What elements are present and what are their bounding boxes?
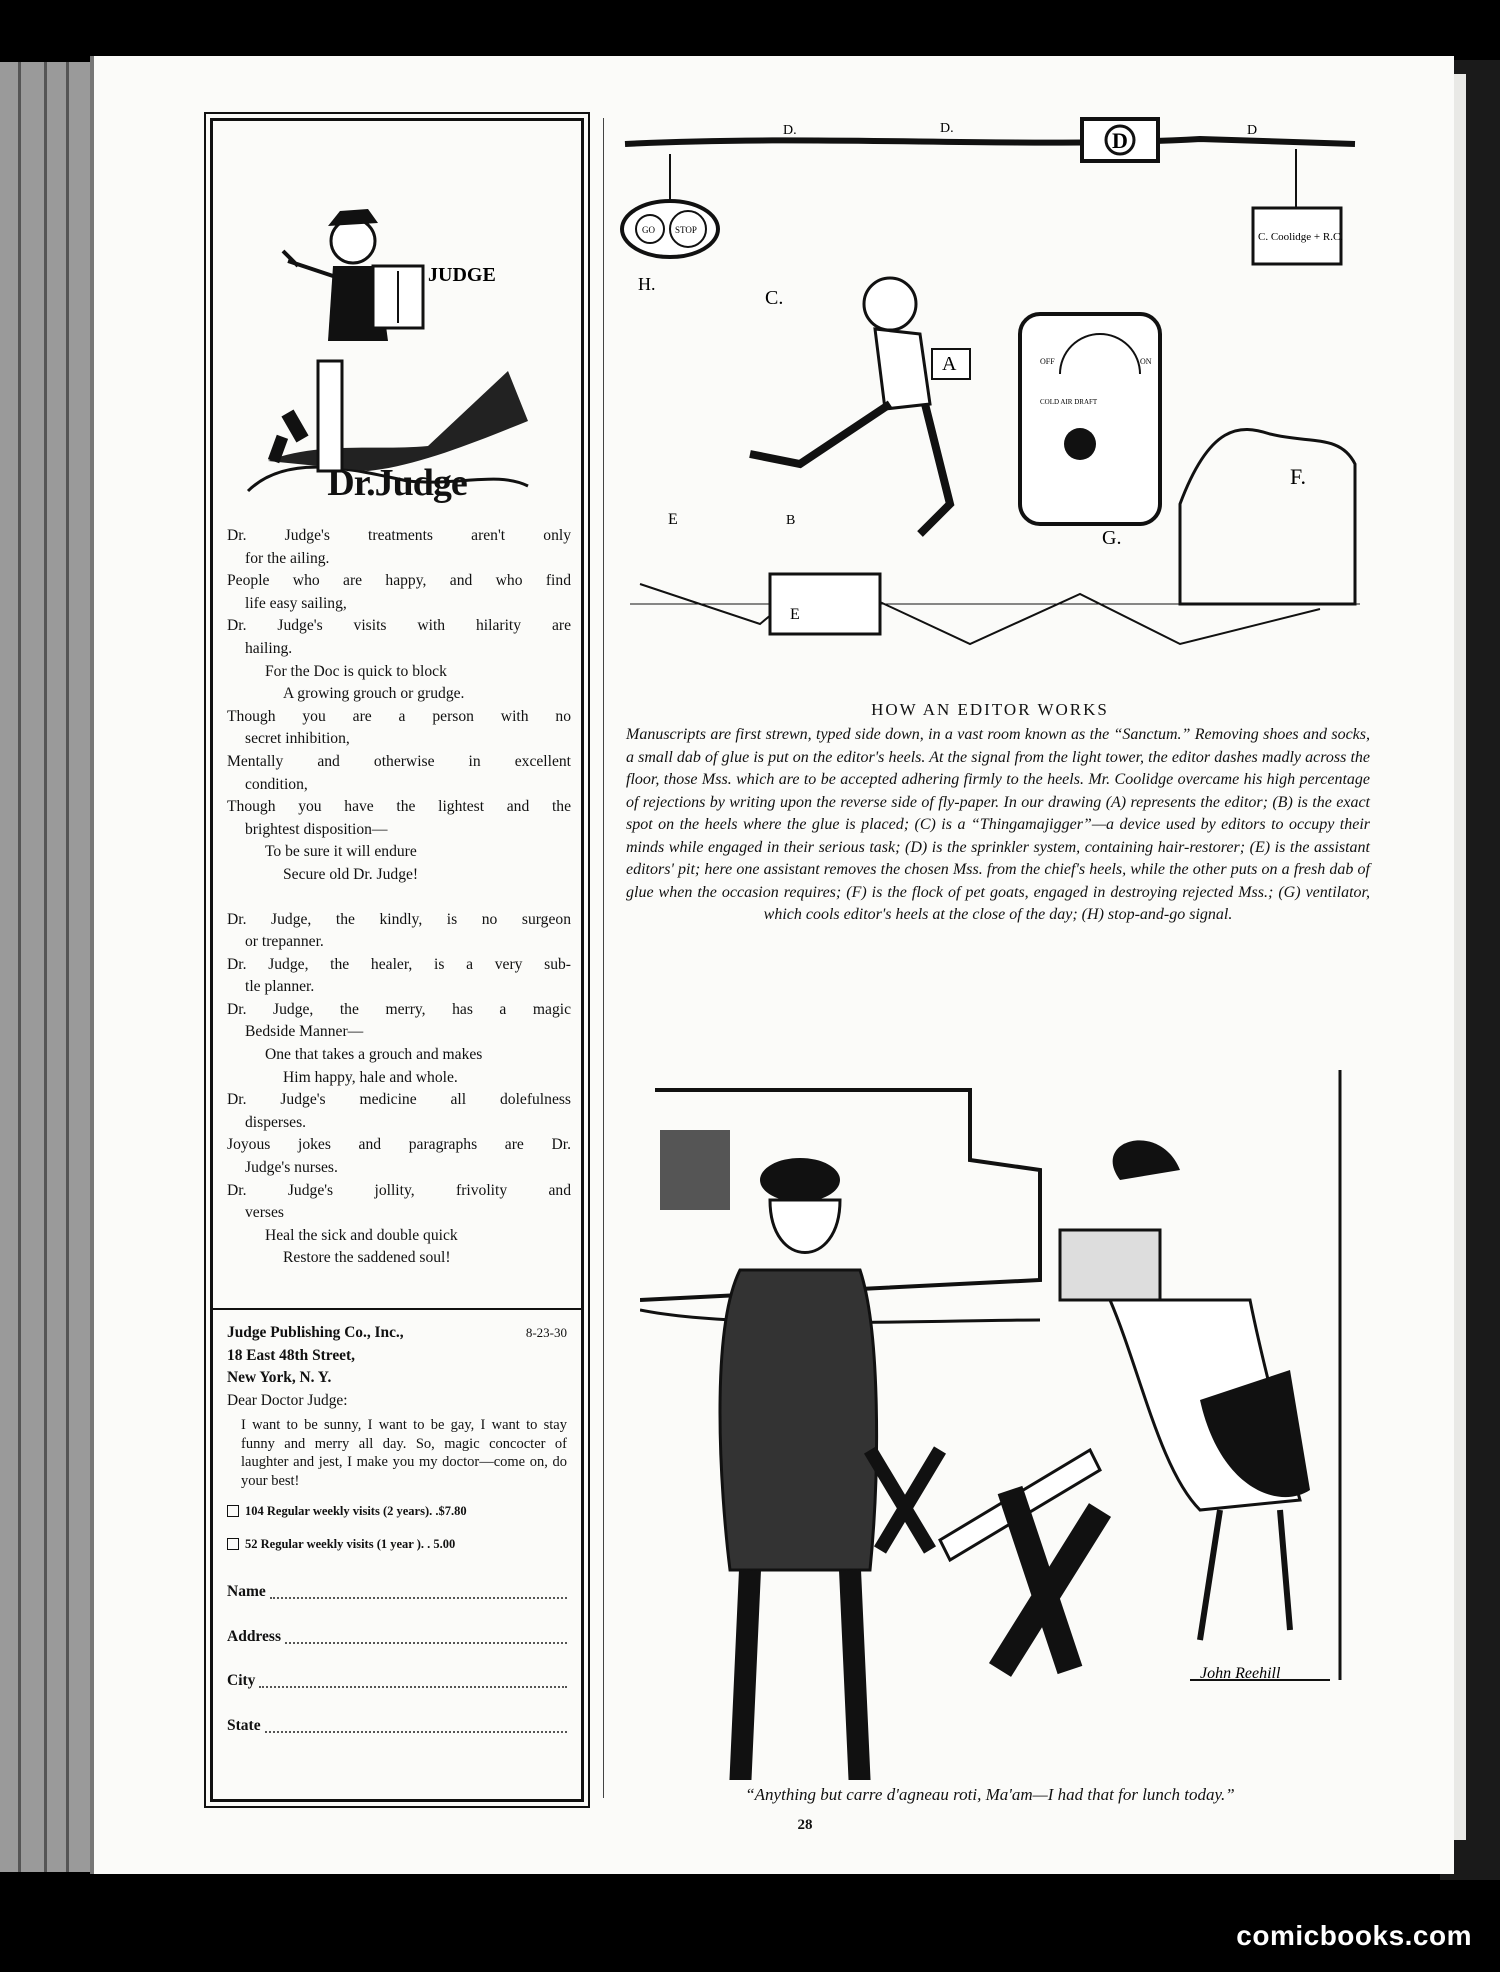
poem-line: disperses. (245, 1113, 307, 1131)
option-label: 52 Regular weekly visits (1 year ). . 5.00 (245, 1536, 456, 1551)
page-number: 28 (797, 1817, 813, 1833)
poem-line: Dr. Judge's visits with hilarity are (227, 617, 571, 635)
checkbox[interactable] (227, 1505, 239, 1517)
poem-line: Him happy, hale and whole. (283, 1068, 458, 1086)
field-label: Address (227, 1627, 281, 1645)
gauge-on: ON (1140, 357, 1152, 366)
label-f: F. (1290, 464, 1306, 489)
dr-judge-ad (210, 118, 584, 1802)
label-b: B (786, 513, 796, 528)
coolidge-sign: C. Coolidge + R.C. (1258, 231, 1344, 243)
poem-line: Dr. Judge, the kindly, is no surgeon (227, 910, 571, 928)
poem-line: Restore the saddened soul! (283, 1249, 451, 1267)
pipe-label: D. (783, 123, 797, 138)
artist-signature: John Reehill (1200, 1665, 1281, 1682)
poem-line: brightest disposition— (245, 820, 388, 838)
option-label: 104 Regular weekly visits (2 years). .$7.80 (245, 1504, 467, 1518)
coupon-address (227, 1322, 567, 1390)
coupon-date: 8-23-30 (525, 1325, 567, 1340)
city-field[interactable] (227, 1670, 567, 1693)
poem-line: Bedside Manner— (245, 1023, 364, 1041)
field-line (285, 1626, 567, 1644)
option-2-years[interactable] (227, 1500, 567, 1523)
ad-title: Dr.Judge (327, 462, 467, 504)
stanza-break (227, 887, 571, 909)
column-divider (603, 118, 604, 1798)
signal-go: GO (642, 225, 655, 235)
label-e: E (790, 606, 800, 623)
label-c: C. (765, 287, 784, 309)
label-h: H. (638, 274, 656, 294)
poem-line: A growing grouch or grudge. (283, 685, 465, 703)
poem-line: Joyous jokes and paragraphs are Dr. (227, 1136, 571, 1154)
poem-line: Though you have the lightest and the (227, 798, 571, 816)
poem-line: People who are happy, and who find (227, 572, 571, 590)
poem-line: Dr. Judge's treatments aren't only (227, 527, 571, 544)
label-e: E (668, 511, 678, 528)
poem-line: or trepanner. (245, 933, 324, 951)
lunch-cartoon-caption: “Anything but carre d'agneau roti, Ma'am—I had that for lunch today.” (745, 1785, 1235, 1804)
poem-line: Dr. Judge's jollity, frivolity and (227, 1181, 571, 1199)
site-watermark: comicbooks.com (1236, 1920, 1472, 1951)
poem-line: Heal the sick and double quick (265, 1226, 458, 1244)
poem-line: tle planner. (245, 978, 315, 996)
poem-line: Secure old Dr. Judge! (283, 865, 419, 883)
poem-line: Though you are a person with no (227, 707, 571, 725)
poem-line: Dr. Judge, the merry, has a magic (227, 1000, 571, 1018)
name-field[interactable] (227, 1581, 567, 1604)
editor-cartoon-caption: Manuscripts are first strewn, typed side down, in a vast room known as the “Sanctum.” Removing shoes and socks, a small dab of glue is put on the editor's heels. At the signal from the light tower, the editor dashes madly across the floor, those Mss. which are to be accepted adhering firmly to the heels. Mr. Coolidge overcame his high percentage of rejections by writing upon the reverse side of fly-paper. In our drawing (A) represents the editor; (B) is the exact spot on the heels where the glue is placed; (C) is a “Thingamajigger”—a device used by editors to occupy their minds while engaged in their serious task; (D) is the sprinkler system, containing hair-restorer; (E) is the assistant editors' pit; here one assistant removes the chosen Mss. from the chief's heels, while the other puts on a fresh dab of glue when the occasion requires; (F) is the flock of pet goats, engaged in destroying rejected Mss.; (G) ventilator, which cools editor's heels at the close of the day; (H) stop-and-go signal. (626, 726, 1370, 923)
state-field[interactable] (227, 1715, 567, 1738)
poem-line: Judge's nurses. (245, 1159, 338, 1177)
book-left-edge (0, 62, 100, 1872)
address-field[interactable] (227, 1626, 567, 1649)
field-label: State (227, 1716, 261, 1734)
editor-cartoon (620, 104, 1360, 684)
poem-line: To be sure it will endure (265, 843, 417, 861)
poem-line: One that takes a grouch and makes (265, 1046, 483, 1064)
field-label: City (227, 1672, 256, 1689)
poem-line: verses (245, 1204, 284, 1222)
poem-line: for the ailing. (245, 549, 330, 567)
field-label: Name (227, 1583, 266, 1600)
ad-poem (227, 525, 571, 1270)
plaque-letter: D (1112, 128, 1128, 153)
field-line (259, 1670, 567, 1688)
address-line: New York, N. Y. (227, 1369, 332, 1386)
coupon-letter: I want to be sunny, I want to be gay, I want to stay funny and merry all day. So, magic concocter of laughter and jest, I make you my doctor—come on, do your best! (241, 1417, 567, 1489)
field-line (265, 1715, 567, 1733)
poem-line: Dr. Judge's medicine all dolefulness (227, 1091, 571, 1109)
cartoon-headline: HOW AN EDITOR WORKS (871, 700, 1109, 719)
option-1-year[interactable] (227, 1533, 567, 1556)
judge-banner-text: JUDGE (428, 264, 496, 286)
label-a: A (942, 353, 957, 375)
lunch-cartoon (640, 1070, 1360, 1780)
poem-line: Dr. Judge, the healer, is a very sub- (227, 955, 571, 973)
gauge-off: OFF (1040, 357, 1055, 366)
label-g: G. (1102, 527, 1122, 549)
coupon-salutation: Dear Doctor Judge: (227, 1391, 348, 1409)
poem-line: secret inhibition, (245, 730, 350, 748)
checkbox[interactable] (227, 1538, 239, 1550)
poem-line: For the Doc is quick to block (265, 662, 447, 680)
gauge-label: COLD AIR DRAFT (1040, 398, 1098, 406)
poem-line: Mentally and otherwise in excellent (227, 752, 571, 770)
field-line (270, 1581, 567, 1599)
signal-stop: STOP (675, 225, 697, 235)
poem-line: condition, (245, 775, 308, 793)
subscription-coupon (213, 1308, 581, 1737)
address-line: Judge Publishing Co., Inc., (227, 1324, 404, 1341)
poem-line: life easy sailing, (245, 594, 347, 612)
pipe-label: D (1247, 123, 1258, 138)
pipe-label: D. (940, 121, 954, 136)
poem-line: hailing. (245, 639, 293, 657)
address-line: 18 East 48th Street, (227, 1346, 355, 1364)
